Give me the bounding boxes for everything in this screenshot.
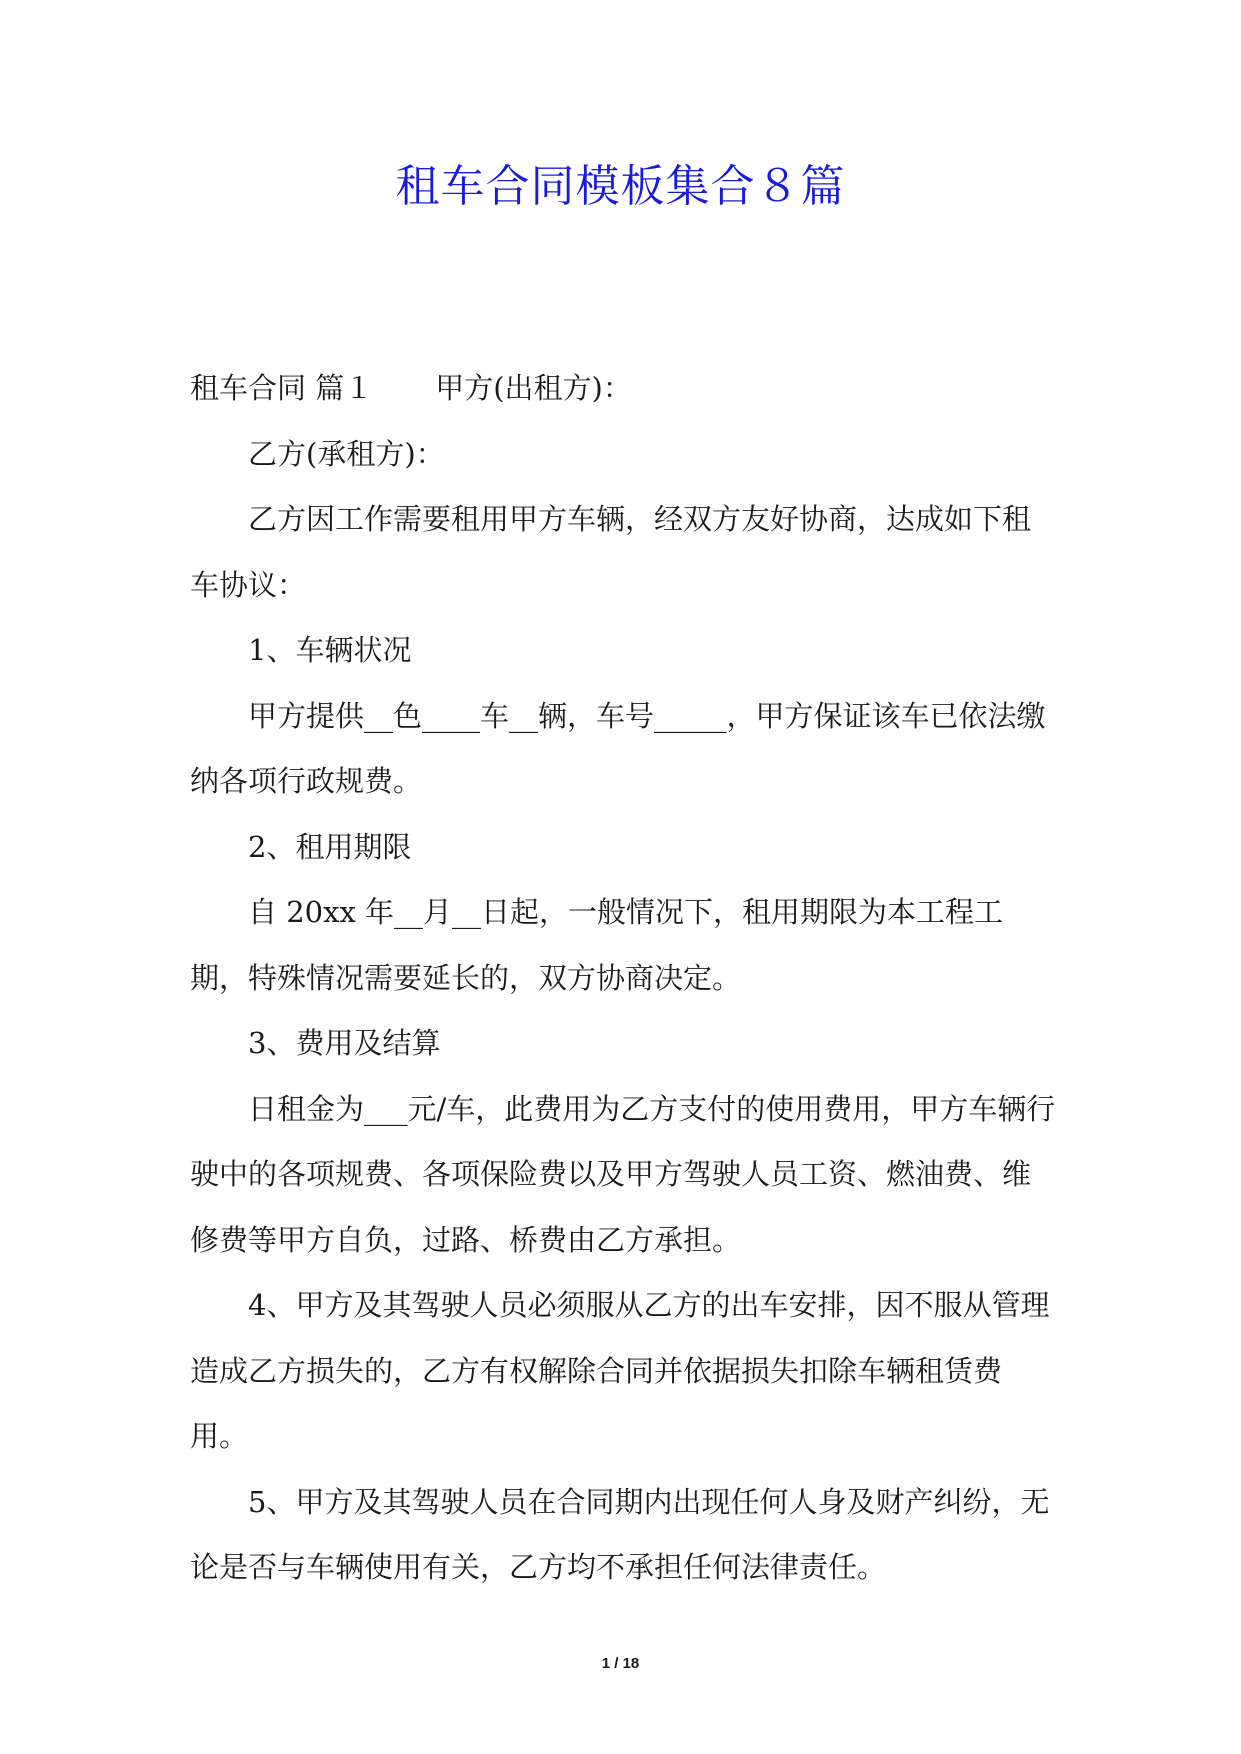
contract-heading: 租车合同 篇１: [190, 371, 374, 405]
section-heading-fees: 3、费用及结算: [248, 1026, 441, 1060]
party-b-label: 乙方(承租方)：: [248, 436, 445, 471]
page-number: 1 / 18: [601, 1655, 640, 1672]
party-a-label: 甲方(出租方)：: [435, 371, 632, 405]
document-title: 租车合同模板集合８篇: [395, 161, 846, 212]
vehicle-paragraph: 甲方提供__色____车__辆，车号_____，甲方保证该车已依法缴纳各项行政规费。: [190, 698, 1046, 798]
document-body: [190, 356, 1056, 1601]
intro-paragraph: 乙方因工作需要租用甲方车辆，经双方友好协商，达成如下租车协议：: [190, 502, 1032, 602]
clause-4-paragraph: 4、甲方及其驾驶人员必须服从乙方的出车安排，因不服从管理造成乙方损失的，乙方有权解除合同并依据损失扣除车辆租赁费用。: [190, 1288, 1050, 1453]
term-paragraph: 自 20xx 年__月__日起，一般情况下，租用期限为本工程工期，特殊情况需要延长的，双方协商决定。: [190, 895, 1004, 995]
fees-paragraph: 日租金为___元/车，此费用为乙方支付的使用费用，甲方车辆行驶中的各项规费、各项保险费以及甲方驾驶人员工资、燃油费、维修费等甲方自负，过路、桥费由乙方承担。: [190, 1091, 1056, 1257]
section-heading-vehicle: 1、车辆状况: [248, 633, 412, 667]
section-heading-term: 2、租用期限: [248, 829, 412, 864]
clause-5-paragraph: 5、甲方及其驾驶人员在合同期内出现任何人身及财产纠纷，无论是否与车辆使用有关，乙方均不承担任何法律责任。: [190, 1484, 1050, 1584]
first-line: [190, 356, 1056, 422]
